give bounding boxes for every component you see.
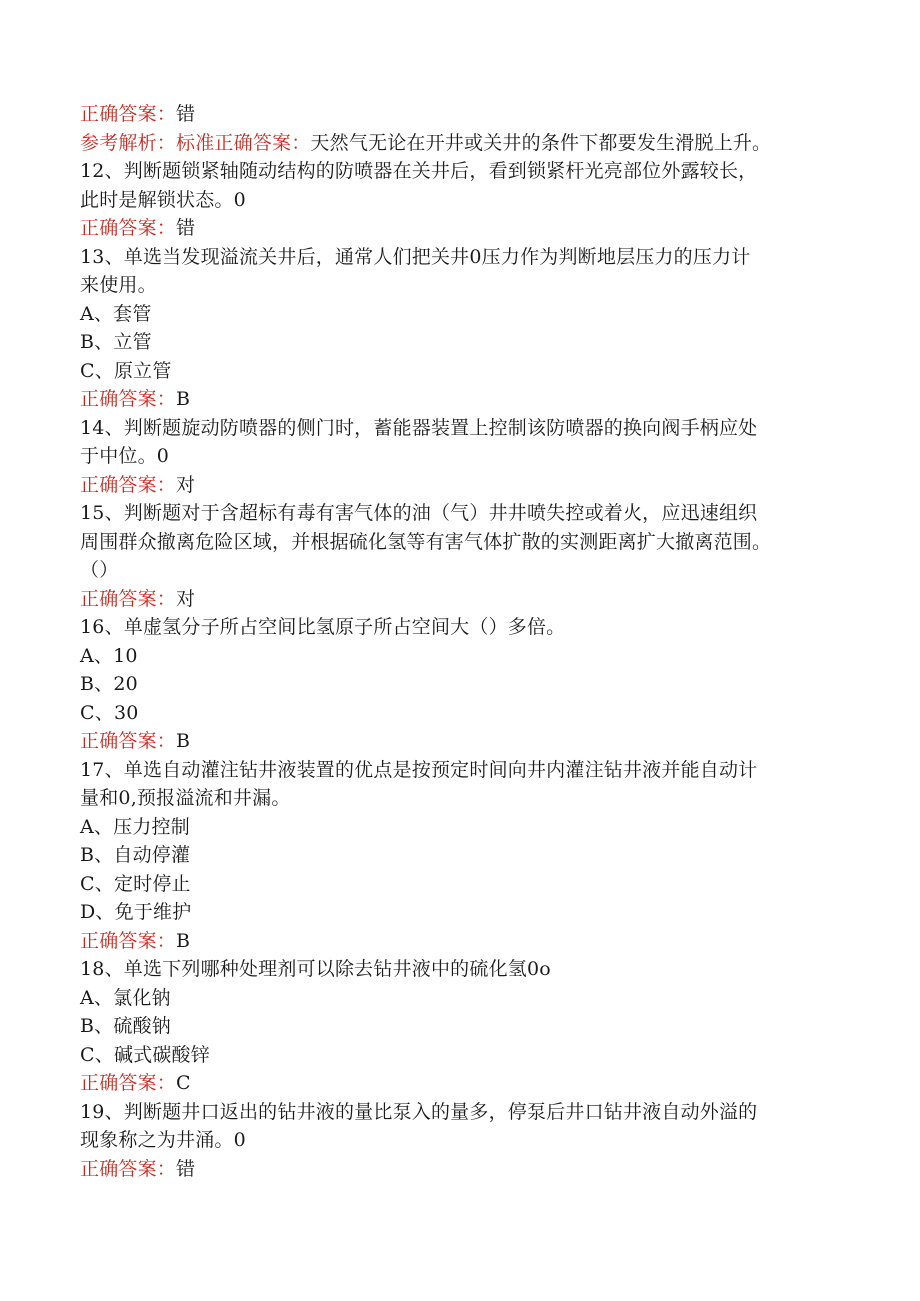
option-item: A、套管 xyxy=(80,302,152,325)
correct-answer-label: 正确答案： xyxy=(80,730,177,752)
question-line: 此时是解锁状态。0 xyxy=(80,188,246,211)
option-item: C、30 xyxy=(80,701,139,724)
option-item: B、自动停灌 xyxy=(80,844,191,866)
reference-analysis-label: 参考解析： xyxy=(80,131,177,154)
option-item: D、免于维护 xyxy=(80,901,192,923)
option-item: A、压力控制 xyxy=(80,815,190,838)
answer-line xyxy=(80,1069,850,1098)
question-line: 于中位。0 xyxy=(80,445,170,467)
answer-value: 错 xyxy=(176,1157,196,1180)
question-line: 周围群众撤离危险区域，并根据硫化氢等有害气体扩散的实测距离扩大撤离范围。 xyxy=(80,530,772,553)
answer-line xyxy=(80,585,850,614)
question-line: 来使用。 xyxy=(80,274,157,296)
option-item: A、氯化钠 xyxy=(80,986,171,1009)
answer-value: 错 xyxy=(176,217,196,239)
correct-answer-label: 正确答案： xyxy=(80,929,177,952)
answer-line xyxy=(80,385,850,414)
question-line: 15、判断题对于含超标有毒有害气体的油（气）井井喷失控或着火，应迅速组织 xyxy=(80,502,758,524)
question-line: 19、判断题井口返出的钻井液的量比泵入的量多，停泵后井口钻井液自动外溢的 xyxy=(80,1100,758,1123)
question-line: 现象称之为井涌。0 xyxy=(80,1129,246,1151)
correct-answer-label: 正确答案： xyxy=(80,1157,177,1180)
question-line: 14、判断题旋动防喷器的侧门时，蓄能器装置上控制该防喷器的换向阀手柄应处 xyxy=(80,416,758,439)
analysis-text: 天然气无论在开井或关井的条件下都要发生滑脱上升。 xyxy=(310,131,772,154)
option-item: B、20 xyxy=(80,673,138,695)
answer-line xyxy=(80,214,850,243)
question-line: 16、单虚氢分子所占空间比氢原子所占空间大（）多倍。 xyxy=(80,616,566,638)
correct-answer-label: 正确答案： xyxy=(80,473,177,496)
question-line: （） xyxy=(80,559,119,581)
analysis-line xyxy=(80,129,850,158)
answer-line xyxy=(80,927,850,956)
question-line: 量和0,预报溢流和井漏。 xyxy=(80,787,291,809)
standard-answer-label: 标准正确答案： xyxy=(176,131,311,154)
document-page xyxy=(80,100,850,1183)
question-line: 13、单选当发现溢流关井后，通常人们把关井0压力作为判断地层压力的压力计 xyxy=(80,245,751,268)
answer-value: B xyxy=(176,730,191,752)
answer-line xyxy=(80,100,850,129)
correct-answer-label: 正确答案： xyxy=(80,587,177,610)
answer-value: 对 xyxy=(176,587,196,610)
answer-line xyxy=(80,471,850,500)
option-item: B、立管 xyxy=(80,331,152,353)
correct-answer-label: 正确答案： xyxy=(80,217,177,239)
answer-line xyxy=(80,1155,850,1184)
answer-value: C xyxy=(176,1072,191,1094)
question-line: 17、单选自动灌注钻井液装置的优点是按预定时间向井内灌注钻井液并能自动计 xyxy=(80,758,758,781)
correct-answer-label: 正确答案： xyxy=(80,388,177,410)
question-line: 12、判断题锁紧轴随动结构的防喷器在关井后，看到锁紧杆光亮部位外露较长， xyxy=(80,160,758,182)
answer-value: 错 xyxy=(176,103,196,125)
option-item: C、定时停止 xyxy=(80,872,191,895)
answer-value: B xyxy=(176,929,191,952)
option-item: C、原立管 xyxy=(80,359,172,382)
correct-answer-label: 正确答案： xyxy=(80,103,177,125)
question-line: 18、单选下列哪种处理剂可以除去钻井液中的硫化氢0o xyxy=(80,958,551,980)
option-item: C、碱式碳酸锌 xyxy=(80,1043,210,1066)
option-item: A、10 xyxy=(80,644,138,667)
answer-line xyxy=(80,727,850,756)
answer-value: 对 xyxy=(176,473,196,496)
option-item: B、硫酸钠 xyxy=(80,1015,171,1037)
correct-answer-label: 正确答案： xyxy=(80,1072,177,1094)
answer-value: B xyxy=(176,388,191,410)
